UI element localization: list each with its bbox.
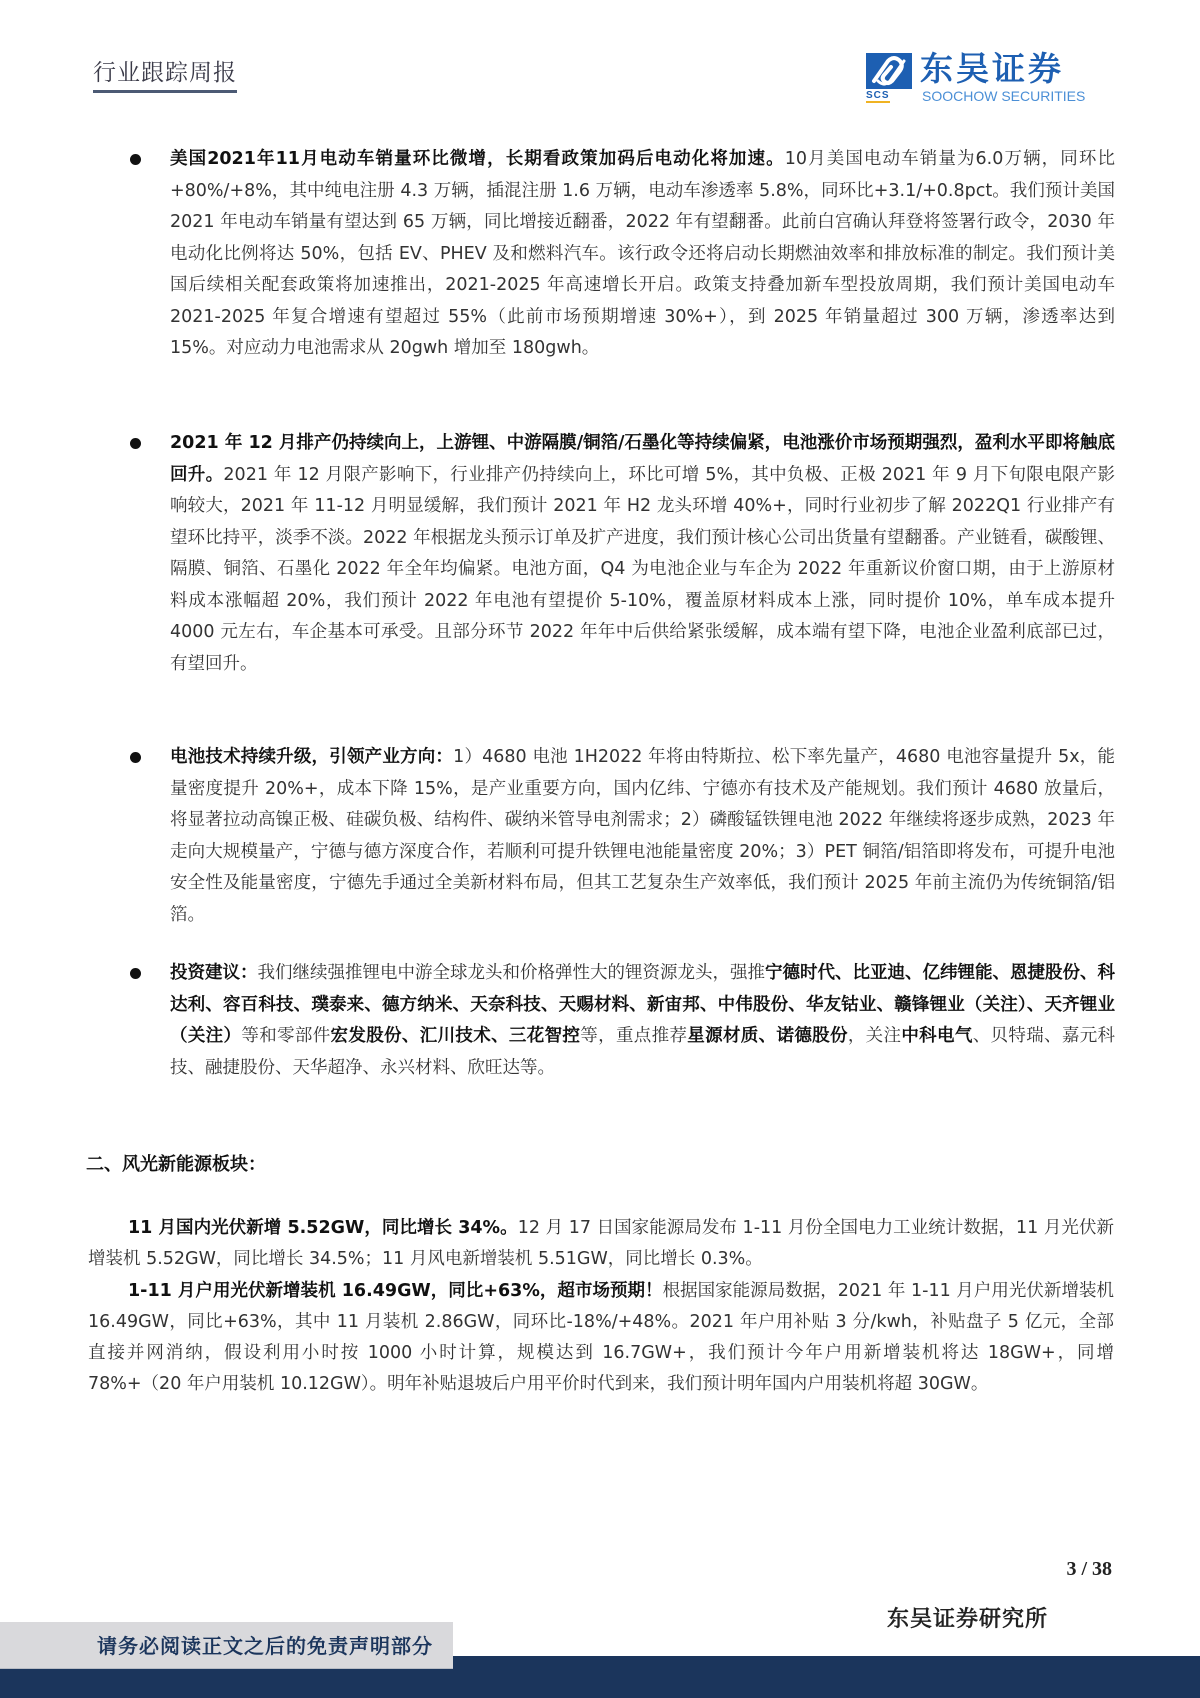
paragraph-pv-november	[88, 1213, 1114, 1275]
paragraph-body: 12 月 17 日国家能源局发布 1-11 月份全国电力工业统计数据，11 月光伏新增装机 5.52GW，同比增长 34.5%；11 月风电新增装机 5.51GW，同比增长 0.3%。	[88, 1218, 1114, 1269]
bullet-lead: 美国2021年11月电动车销量环比微增，长期看政策加码后电动化将加速。	[170, 149, 785, 169]
scs-logo-icon	[866, 53, 912, 91]
advice-stocks-components: 宏发股份、汇川技术、三花智控	[330, 1026, 581, 1046]
advice-text: 我们继续强推锂电中游全球龙头和价格弹性大的锂资源龙头，强推	[257, 963, 765, 983]
advice-text: 等和零部件	[241, 1026, 331, 1046]
advice-text: ，关注	[847, 1026, 902, 1046]
page-number: 3 / 38	[1066, 1558, 1112, 1580]
disclaimer-bar	[0, 1622, 453, 1669]
logo-abbr: SCS	[866, 90, 890, 101]
section-heading-wind-solar: 二、风光新能源板块：	[86, 1154, 266, 1175]
report-type-title: 行业跟踪周报	[93, 58, 237, 93]
logo-chinese-name: 东吴证券	[920, 49, 1064, 88]
bullet-lead: 2021 年 12 月排产仍持续向上，上游锂、中游隔膜/铜箔/石墨化等持续偏紧，电池涨价市场预期强烈，盈利水平即将触底回升。	[170, 433, 1115, 485]
bullet-lead: 电池技术持续升级，引领产业方向：	[170, 747, 454, 767]
logo-english-name: SOOCHOW SECURITIES	[922, 88, 1086, 104]
bullet-icon	[130, 968, 141, 979]
institute-name: 东吴证券研究所	[887, 1606, 1049, 1632]
advice-stocks-key: 星源材质、诺德股份	[687, 1026, 848, 1046]
advice-text: 、贝特瑞、嘉元科技、融捷股份、天华超净、永兴材料、欣旺达等。	[170, 1026, 1116, 1078]
bullet-body: 2021 年 12 月限产影响下，行业排产仍持续向上，环比可增 5%，其中负极、正极 2021 年 9 月下旬限电限产影响较大，2021 年 11-12 月明显缓解，我们预计 2021 年 H2 龙头环增 40%+，同时行业初步了解 2022Q1 行业排产有望环比持平，淡季不淡。2022 年根据龙头预示订单及扩产进度，我们预计核心公司出货量有望翻番。产业链看，碳酸锂、隔膜、铜箔、石墨化 2022 年全年均偏紧。电池方面，Q4 为电池企业与车企为 2022 年重新议价窗口期，由于上游原材料成本涨幅超 20%，我们预计 2022 年电池有望提价 5-10%，覆盖原材料成本上涨，同时提价 10%，单车成本提升 4000 元左右，车企基本可承受。且部分环节 2022 年年中后供给紧张缓解，成本端有望下降，电池企业盈利底部已过，有望回升。	[170, 464, 1115, 674]
bullet-text	[170, 958, 1115, 1084]
bullet-body: 1）4680 电池 1H2022 年将由特斯拉、松下率先量产，4680 电池容量提升 5x，能量密度提升 20%+，成本下降 15%，是产业重要方向，国内亿纬、宁德亦有技术及产能规划。我们预计 4680 放量后，将显著拉动高镍正极、硅碳负极、结构件、碳纳米管导电剂需求；2）磷酸锰铁锂电池 2022 年继续将逐步成熟，2023 年走向大规模量产，宁德与德方深度合作，若顺利可提升铁锂电池能量密度 20%；3）PET 铜箔/铝箔即将发布，可提升电池安全性及能量密度，宁德先手通过全美新材料布局，但其工艺复杂生产效率低，我们预计 2025 年前主流仍为传统铜箔/铝箔。	[170, 747, 1116, 925]
paragraph-lead: 11 月国内光伏新增 5.52GW，同比增长 34%。	[128, 1218, 518, 1238]
bullet-icon	[130, 154, 141, 165]
bullet-text	[170, 742, 1115, 931]
bullet-text	[170, 428, 1115, 680]
soochow-securities-logo	[866, 49, 1106, 105]
paragraph-body: 根据国家能源局数据，2021 年 1-11 月户用光伏新增装机 16.49GW，同比+63%，其中 11 月装机 2.86GW，同环比-18%/+48%。2021 年户用补贴 3 分/kwh，补贴盘子 5 亿元，全部直接并网消纳，假设利用小时按 1000 小时计算，规模达到 16.7GW+，我们预计今年户用新增装机将达 18GW+，同增 78%+（20 年户用装机 10.12GW）。明年补贴退坡后户用平价时代到来，我们预计明年国内户用装机将超 30GW。	[88, 1281, 1114, 1394]
bullet-body: 10月美国电动车销量为6.0万辆，同环比+80%/+8%，其中纯电注册 4.3 万辆，插混注册 1.6 万辆，电动车渗透率 5.8%，同环比+3.1/+0.8pct。我们预计美国 2021 年电动车销量有望达到 65 万辆，同比增接近翻番，2022 年有望翻番。此前白宫确认拜登将签署行政令，2030 年电动化比例将达 50%，包括 EV、PHEV 及和燃料汽车。该行政令还将启动长期燃油效率和排放标准的制定。我们预计美国后续相关配套政策将加速推出，2021-2025 年高速增长开启。政策支持叠加新车型投放周期，我们预计美国电动车 2021-2025 年复合增速有望超过 55%（此前市场预期增速 30%+），到 2025 年销量超过 300 万辆，渗透率达到 15%。对应动力电池需求从 20gwh 增加至 180gwh。	[170, 149, 1115, 358]
bullet-text	[170, 144, 1115, 365]
disclaimer-text: 请务必阅读正文之后的免责声明部分	[97, 1634, 433, 1658]
advice-stocks-strong: 宁德时代、比亚迪、亿纬锂能、恩捷股份、科达利、容百科技、璞泰来、德方纳米、天奈科技、天赐材料、新宙邦、中伟股份、华友钴业、赣锋锂业（关注）、天齐锂业（关注）	[170, 963, 1115, 1046]
advice-stocks-watch: 中科电气	[901, 1026, 973, 1046]
paragraph-lead: 1-11 月户用光伏新增装机 16.49GW，同比+63%，超市场预期！	[128, 1281, 663, 1301]
bullet-icon	[130, 438, 141, 449]
advice-lead: 投资建议：	[170, 963, 258, 983]
paragraph-residential-pv	[88, 1276, 1114, 1400]
bullet-icon	[130, 752, 141, 763]
advice-text: 等，重点推荐	[580, 1026, 688, 1046]
